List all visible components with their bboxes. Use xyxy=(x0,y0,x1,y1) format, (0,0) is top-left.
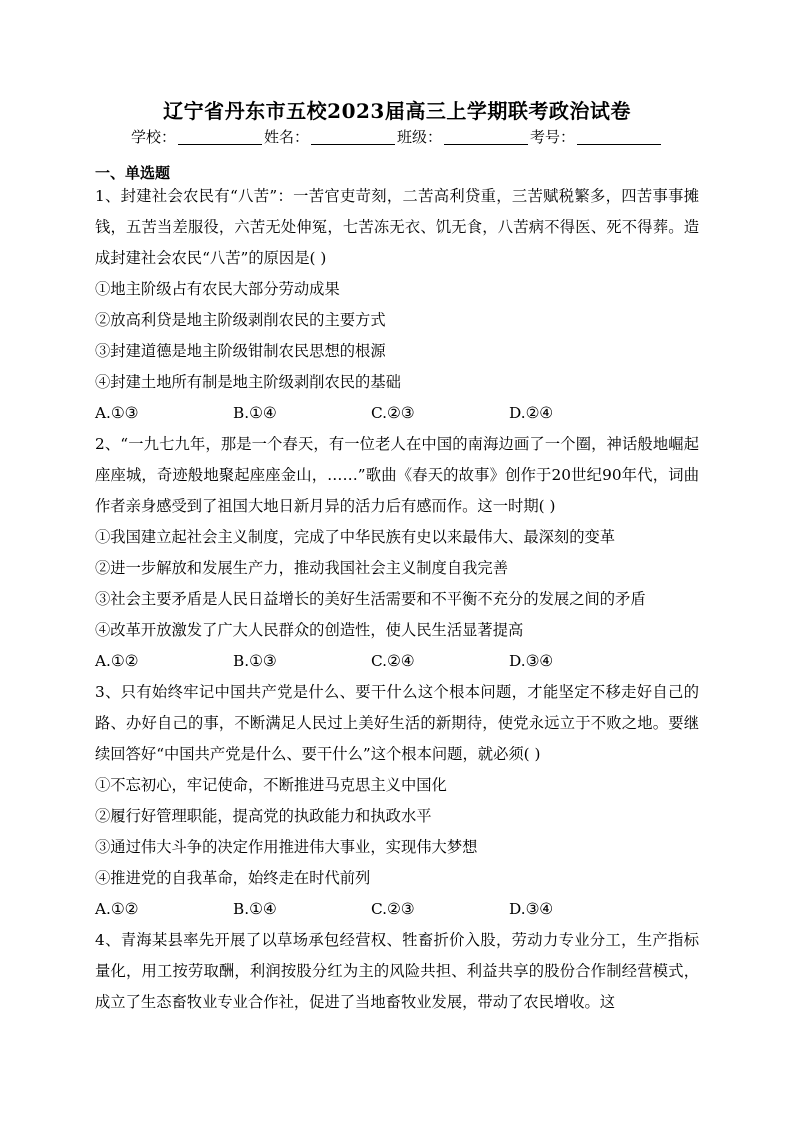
choice-c: C.②④ xyxy=(371,652,415,670)
question-stem: 1、封建社会农民有“八苦”：一苦官吏苛刻，二苦高利贷重，三苦赋税繁多，四苦事事摊钱，五苦当差服役，六苦无处伸冤，七苦冻无衣、饥无食，八苦病不得医、死不得葬。造成封建社会农民“八苦”的原因是( ) xyxy=(95,187,699,267)
statement-option: ④推进党的自我革命，始终走在时代前列 xyxy=(95,869,371,887)
school-label: 学校： xyxy=(130,128,176,146)
student-info-line xyxy=(0,126,794,147)
statement-option: ③封建道德是地主阶级钳制农民思想的根源 xyxy=(95,342,386,360)
answer-choices xyxy=(95,398,699,429)
class-label: 班级： xyxy=(397,128,443,146)
questions-container xyxy=(95,181,699,1018)
choice-a: A.①② xyxy=(95,652,139,670)
question-stem: 3、只有始终牢记中国共产党是什么、要干什么这个根本问题，才能坚定不移走好自己的路、办好自己的事，不断满足人民过上美好生活的新期待，使党永远立于不败之地。要继续回答好“中国共产党是什么、要干什么”这个根本问题，就必须( ) xyxy=(95,683,699,763)
choice-d: D.③④ xyxy=(509,900,554,918)
statement-option: ④封建土地所有制是地主阶级剥削农民的基础 xyxy=(95,373,401,391)
statement-option: ①我国建立起社会主义制度，完成了中华民族有史以来最伟大、最深刻的变革 xyxy=(95,528,616,546)
name-blank xyxy=(311,130,395,145)
statement-option: ②履行好管理职能，提高党的执政能力和执政水平 xyxy=(95,807,432,825)
school-blank xyxy=(178,130,262,145)
question-1 xyxy=(95,181,699,429)
question-stem: 4、青海某县率先开展了以草场承包经营权、牲畜折价入股，劳动力专业分工，生产指标量化，用工按劳取酬，利润按股分红为主的风险共担、利益共享的股份合作制经营模式，成立了生态畜牧业专业合作社，促进了当地畜牧业发展，带动了农民增收。这 xyxy=(95,931,699,1011)
answer-choices xyxy=(95,646,699,677)
question-stem: 2、“一九七九年，那是一个春天，有一位老人在中国的南海边画了一个圈，神话般地崛起座座城，奇迹般地聚起座座金山，……”歌曲《春天的故事》创作于20世纪90年代，词曲作者亲身感受到了祖国大地日新月异的活力后有感而作。这一时期( ) xyxy=(95,435,699,515)
choice-d: D.③④ xyxy=(509,652,554,670)
statement-option: ①不忘初心，牢记使命，不断推进马克思主义中国化 xyxy=(95,776,447,794)
name-label: 姓名： xyxy=(263,128,309,146)
question-4 xyxy=(95,925,699,1018)
choice-c: C.②③ xyxy=(371,404,415,422)
answer-choices xyxy=(95,894,699,925)
section-title: 一、单选题 xyxy=(95,164,171,182)
statement-option: ④改革开放激发了广大人民群众的创造性，使人民生活显著提高 xyxy=(95,621,524,639)
choice-a: A.①③ xyxy=(95,404,139,422)
exam-title: 辽宁省丹东市五校2023届高三上学期联考政治试卷 xyxy=(163,99,631,123)
statement-option: ②进一步解放和发展生产力，推动我国社会主义制度自我完善 xyxy=(95,559,509,577)
choice-c: C.②③ xyxy=(371,900,415,918)
statement-option: ②放高利贷是地主阶级剥削农民的主要方式 xyxy=(95,311,386,329)
statement-option: ①地主阶级占有农民大部分劳动成果 xyxy=(95,280,340,298)
question-2 xyxy=(95,429,699,677)
statement-option: ③通过伟大斗争的决定作用推进伟大事业，实现伟大梦想 xyxy=(95,838,478,856)
choice-b: B.①③ xyxy=(233,652,277,670)
choice-b: B.①④ xyxy=(233,404,277,422)
statement-option: ③社会主要矛盾是人民日益增长的美好生活需要和不平衡不充分的发展之间的矛盾 xyxy=(95,590,646,608)
exam-number-label: 考号： xyxy=(530,128,576,146)
choice-d: D.②④ xyxy=(509,404,554,422)
choice-b: B.①④ xyxy=(233,900,277,918)
question-3 xyxy=(95,677,699,925)
exam-number-blank xyxy=(577,130,661,145)
choice-a: A.①② xyxy=(95,900,139,918)
class-blank xyxy=(444,130,528,145)
